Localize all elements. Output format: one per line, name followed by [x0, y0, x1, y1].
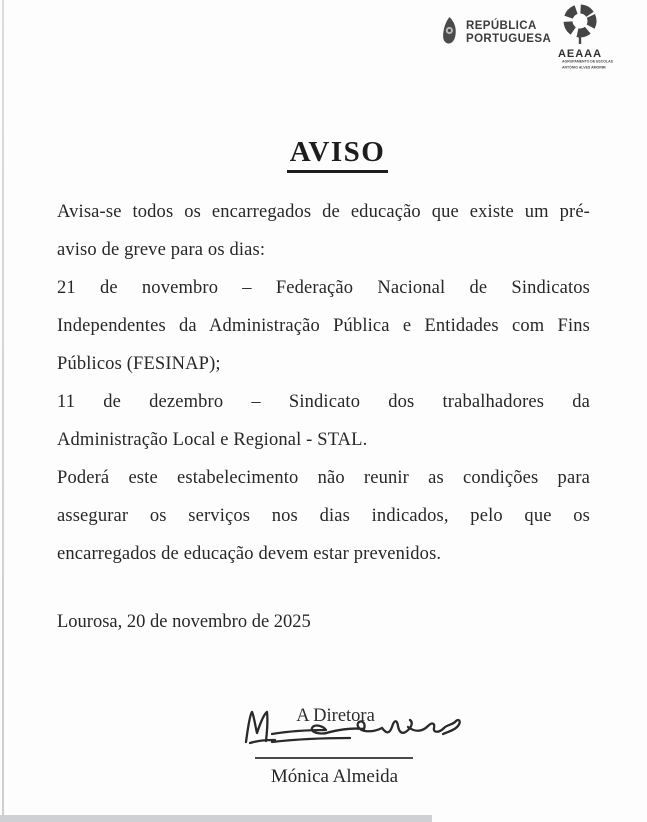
scan-edge-bottom: [0, 815, 432, 822]
svg-text:E: E: [577, 17, 583, 26]
body-line: Independentes da Administração Pública e Entidades com Fins: [57, 316, 590, 336]
republica-portuguesa-logo: [441, 16, 551, 50]
gov-logo-text: [466, 20, 551, 47]
gov-emblem-icon: [441, 16, 458, 50]
school-name-line1: AGRUPAMENTO DE ESCOLAS: [562, 60, 613, 64]
handwritten-signature-icon: [238, 696, 468, 756]
scan-edge-left: [2, 0, 4, 822]
dateline: Lourosa, 20 de novembro de 2025: [57, 612, 311, 632]
body-line: 21 de novembro – Federação Nacional de Sindicatos: [57, 278, 590, 298]
body-line: aviso de greve para os dias:: [57, 240, 266, 260]
school-logo: [549, 4, 611, 72]
notice-title: AVISO: [287, 136, 389, 173]
school-name-line2: ANTÓNIO ALVES AMORIM: [562, 66, 606, 70]
body-line: encarregados de educação devem estar prevenidos.: [57, 544, 442, 564]
gov-logo-line1: REPÚBLICA: [466, 19, 537, 32]
signature-role-label: A Diretora: [296, 706, 375, 726]
body-line: Administração Local e Regional - STAL.: [57, 430, 368, 450]
signatory-name: Mónica Almeida: [270, 766, 399, 787]
body-line: Poderá este estabelecimento não reunir as condições para: [57, 468, 590, 488]
body-line: Avisa-se todos os encarregados de educação que existe um pré-: [57, 202, 590, 222]
body-line: 11 de dezembro – Sindicato dos trabalhadores da: [57, 392, 590, 412]
notice-title-row: [0, 136, 647, 173]
school-acronym: AEAAA: [557, 48, 603, 60]
body-line: assegurar os serviços nos dias indicados, pelo que os: [57, 506, 590, 526]
body-line: Públicos (FESINAP);: [57, 354, 221, 374]
gov-logo-line2: PORTUGUESA: [466, 33, 552, 45]
notice-body: [57, 193, 590, 573]
signature-rule: [255, 757, 413, 759]
